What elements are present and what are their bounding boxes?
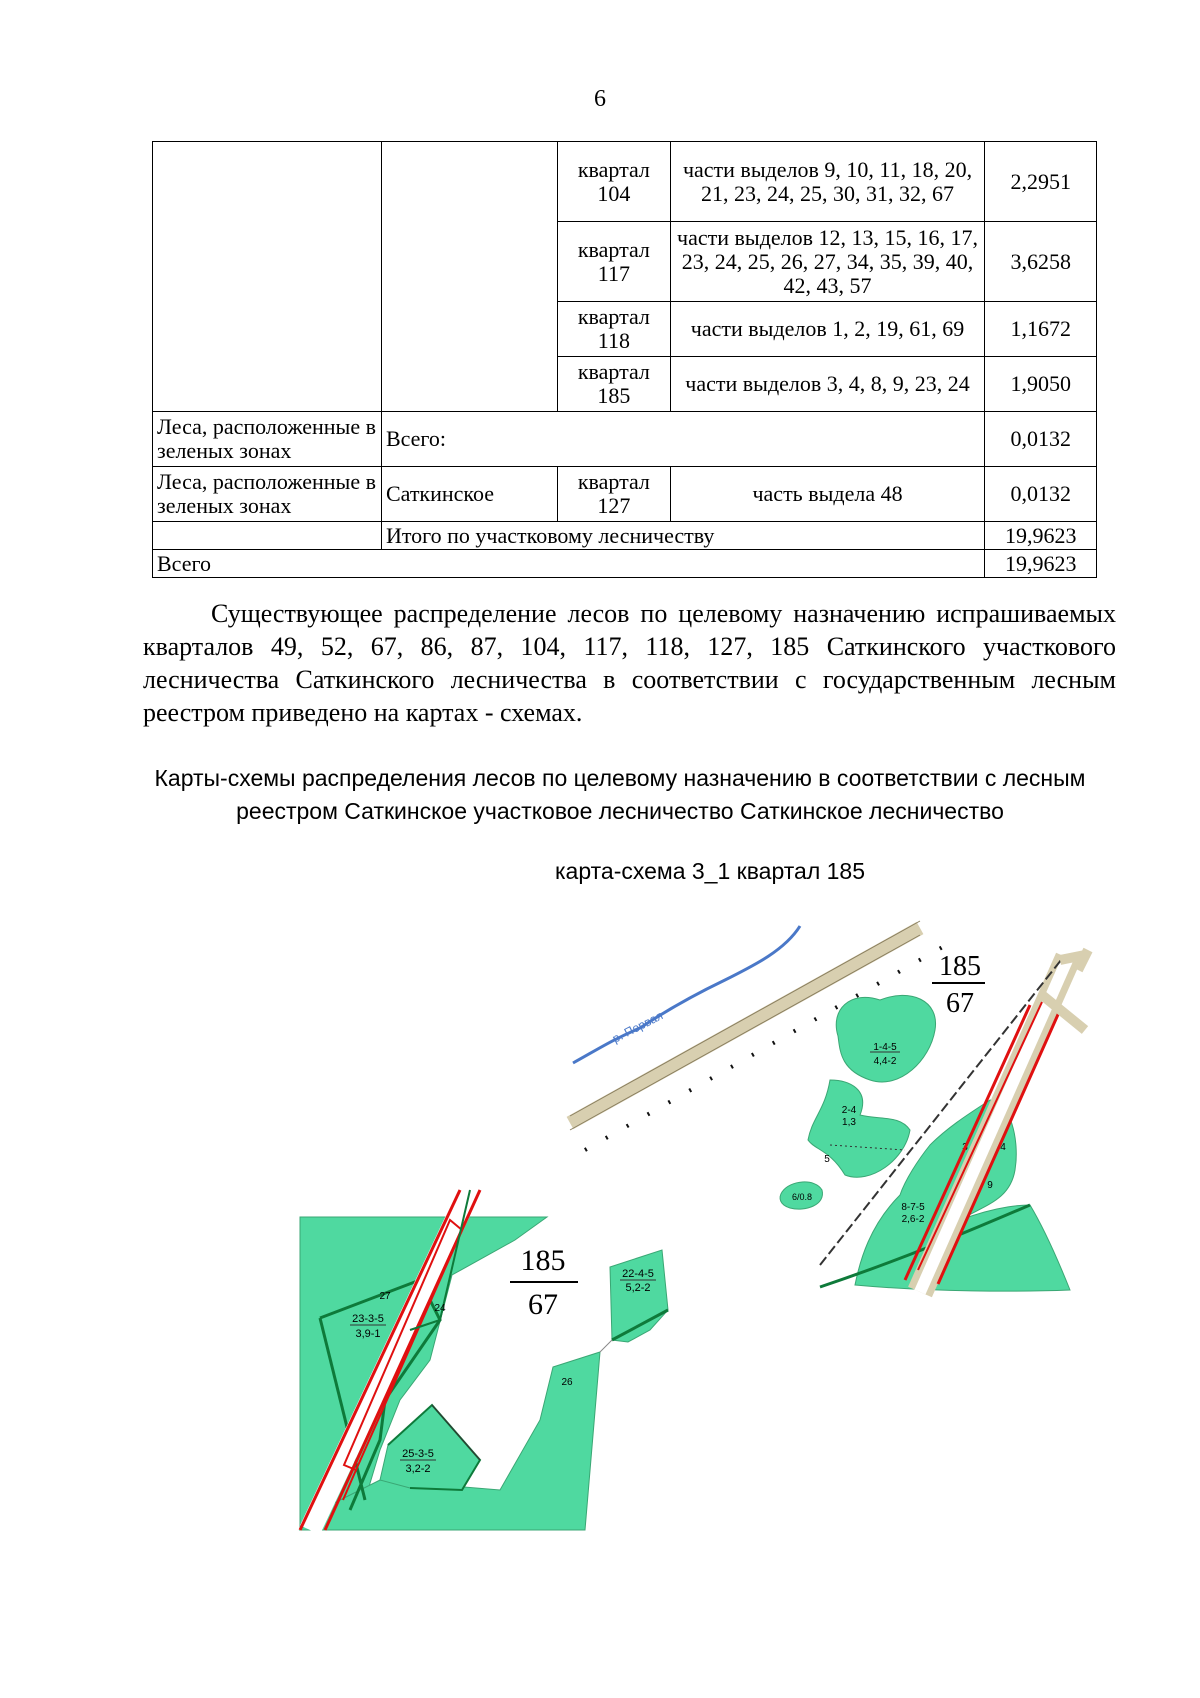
table-cell: Итого по участковому лесничеству bbox=[381, 522, 984, 550]
plot-label: 5,2-2 bbox=[625, 1282, 651, 1294]
quarter-number: 185 bbox=[520, 1244, 566, 1277]
table-cell: Леса, расположенные в зеленых зонах bbox=[153, 412, 382, 467]
map-section-caption: Карты-схемы распределения лесов по целевому назначению в соответствии с лесным реестром Саткинское участковое лесничество Саткинское лесничество bbox=[154, 765, 1086, 824]
table-cell: 19,9623 bbox=[985, 522, 1097, 550]
table-cell: Всего bbox=[153, 550, 985, 578]
plot-label: 1-4-5 bbox=[873, 1042, 897, 1053]
plot-label: 6/0.8 bbox=[791, 1192, 813, 1202]
forest-plot bbox=[836, 995, 935, 1082]
plot-label: 23-3-5 bbox=[352, 1313, 384, 1325]
table-cell: 0,0132 bbox=[985, 412, 1097, 467]
quarter-number: 185 bbox=[939, 951, 981, 982]
plot-label: 8-7-5 bbox=[901, 1202, 925, 1213]
paragraph-text: Существующее распределение лесов по целевому назначению испрашиваемых кварталов 49, 52, 67, 86, 87, 104, 117, 118, 127, 185 Саткинского участкового лесничества Саткинского лесничества в соответствии с государственным лесным реестром приведено на картах - схемах. bbox=[143, 599, 1116, 727]
plot-label: 22-4-5 bbox=[622, 1268, 654, 1280]
river-line bbox=[573, 926, 800, 1063]
map-fragment-top bbox=[570, 921, 1088, 1292]
table-cell: 0,0132 bbox=[985, 467, 1097, 522]
plot-label: 4 bbox=[1000, 1142, 1006, 1153]
plot-label: 24 bbox=[434, 1303, 446, 1314]
table-cell: квартал 117 bbox=[558, 222, 671, 302]
table-cell: 1,1672 bbox=[985, 302, 1097, 357]
table-cell: квартал 127 bbox=[558, 467, 671, 522]
table-cell: 2,2951 bbox=[985, 142, 1097, 222]
plot-label: 2-4 bbox=[841, 1105, 857, 1116]
plot-label: 3,9-1 bbox=[355, 1328, 381, 1340]
plot-label: 25-3-5 bbox=[402, 1448, 434, 1460]
map-fragment-bottom bbox=[300, 1190, 668, 1530]
quarter-area: 67 bbox=[528, 1288, 558, 1321]
table-cell: части выделов 12, 13, 15, 16, 17, 23, 24, 25, 26, 27, 34, 35, 39, 40, 42, 43, 57 bbox=[670, 222, 985, 302]
table-cell: части выделов 3, 4, 8, 9, 23, 24 bbox=[670, 357, 985, 412]
forest-plot bbox=[610, 1250, 668, 1342]
plot-boundary bbox=[600, 1340, 612, 1352]
plot-label: 27 bbox=[379, 1291, 391, 1302]
map-title: карта-схема 3_1 квартал 185 bbox=[554, 858, 866, 884]
table-cell: части выделов 1, 2, 19, 61, 69 bbox=[670, 302, 985, 357]
table-cell: Всего: bbox=[381, 412, 984, 467]
table-cell: квартал 118 bbox=[558, 302, 671, 357]
plot-label: 26 bbox=[561, 1377, 573, 1388]
table-cell: квартал 104 bbox=[558, 142, 671, 222]
table-cell: 3,6258 bbox=[985, 222, 1097, 302]
plot-label: 1,3 bbox=[842, 1117, 856, 1128]
river-label: р. Первая bbox=[610, 1008, 666, 1046]
page-number: 6 bbox=[594, 86, 606, 112]
plot-label: 2,6-2 bbox=[901, 1214, 925, 1225]
table-cell: квартал 185 bbox=[558, 357, 671, 412]
plot-label: 4,4-2 bbox=[873, 1056, 897, 1067]
quarter-area: 67 bbox=[946, 988, 974, 1019]
table-cell: 1,9050 bbox=[985, 357, 1097, 412]
table-cell: части выделов 9, 10, 11, 18, 20, 21, 23, 24, 25, 30, 31, 32, 67 bbox=[670, 142, 985, 222]
plot-label: 5 bbox=[824, 1154, 830, 1165]
table-cell: Леса, расположенные в зеленых зонах bbox=[153, 467, 382, 522]
table-cell: часть выдела 48 bbox=[670, 467, 985, 522]
plot-label: 9 bbox=[987, 1180, 993, 1191]
plot-label: 3 bbox=[962, 1142, 968, 1153]
table-cell: 19,9623 bbox=[985, 550, 1097, 578]
plot-label: 3,2-2 bbox=[405, 1463, 431, 1475]
table-cell: Саткинское bbox=[381, 467, 557, 522]
